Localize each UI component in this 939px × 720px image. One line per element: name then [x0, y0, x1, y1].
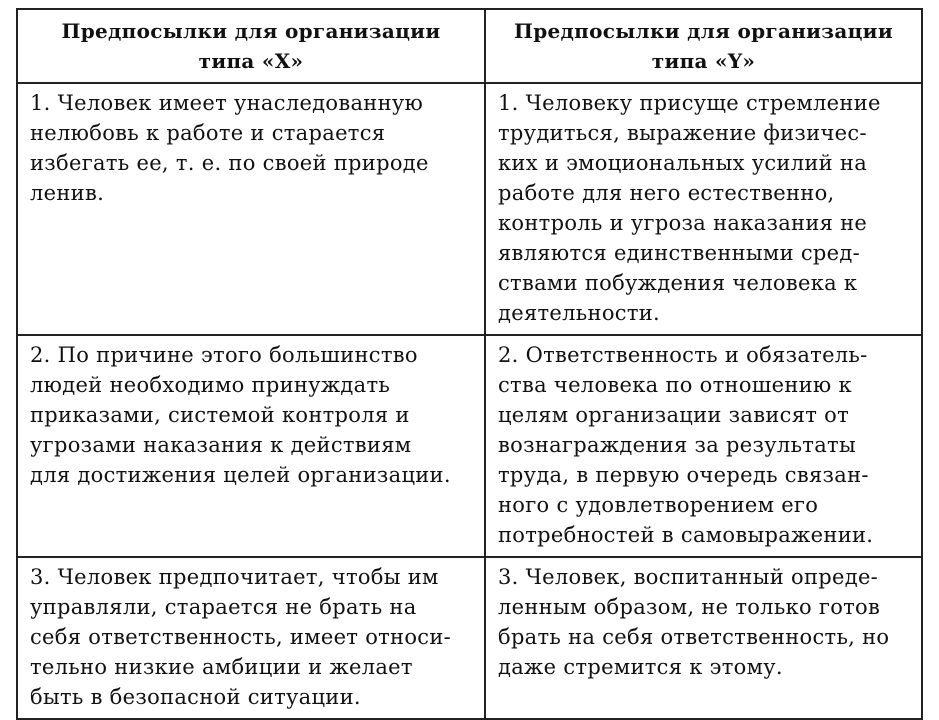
xy-theory-comparison-table	[16, 8, 923, 720]
table-row	[17, 335, 922, 557]
header-type-x	[17, 9, 485, 83]
header-type-y	[485, 9, 922, 83]
header-type-x-text: Предпосылки для организации типа «X»	[61, 19, 441, 73]
comparison-table-container	[16, 8, 921, 709]
table-row	[17, 83, 922, 335]
cell-x-premise-1	[17, 83, 485, 335]
cell-y-premise-3-text: 3. Человек, воспитанный опреде- ленным образом, не только готов брать на себя ответственность, но даже стремится к этому.	[498, 565, 890, 679]
cell-x-premise-2-text: 2. По причине этого большинство людей необходимо принуждать приказами, системой контроля и угрозами наказания к действиям для достижения целей организации.	[30, 343, 451, 487]
table-header-row	[17, 9, 922, 83]
cell-y-premise-2	[485, 335, 922, 557]
cell-y-premise-1	[485, 83, 922, 335]
cell-x-premise-1-text: 1. Человек имеет унаследованную нелюбовь к работе и старается избегать ее, т. е. по своей природе ленив.	[30, 91, 429, 205]
cell-y-premise-1-text: 1. Человеку присуще стремление трудиться, выражение физичес- ких и эмоциональных усилий на работе для него естественно, контроль и угроза наказания не являются единственными сред- ствами побуждения человека к деятельности.	[498, 91, 881, 325]
cell-x-premise-3	[17, 557, 485, 719]
header-type-y-text: Предпосылки для организации типа «Y»	[514, 19, 893, 73]
cell-x-premise-3-text: 3. Человек предпочитает, чтобы им управляли, старается не брать на себя ответственность, имеет относи- тельно низкие амбиции и желает быть в безопасной ситуации.	[30, 565, 452, 709]
table-row	[17, 557, 922, 719]
cell-y-premise-2-text: 2. Ответственность и обязатель- ства человека по отношению к целям организации зависят от вознаграждения за результаты труда, в первую очередь связан- ного с удовлетворением его потребностей в самовыражении.	[498, 343, 874, 547]
cell-x-premise-2	[17, 335, 485, 557]
cell-y-premise-3	[485, 557, 922, 719]
